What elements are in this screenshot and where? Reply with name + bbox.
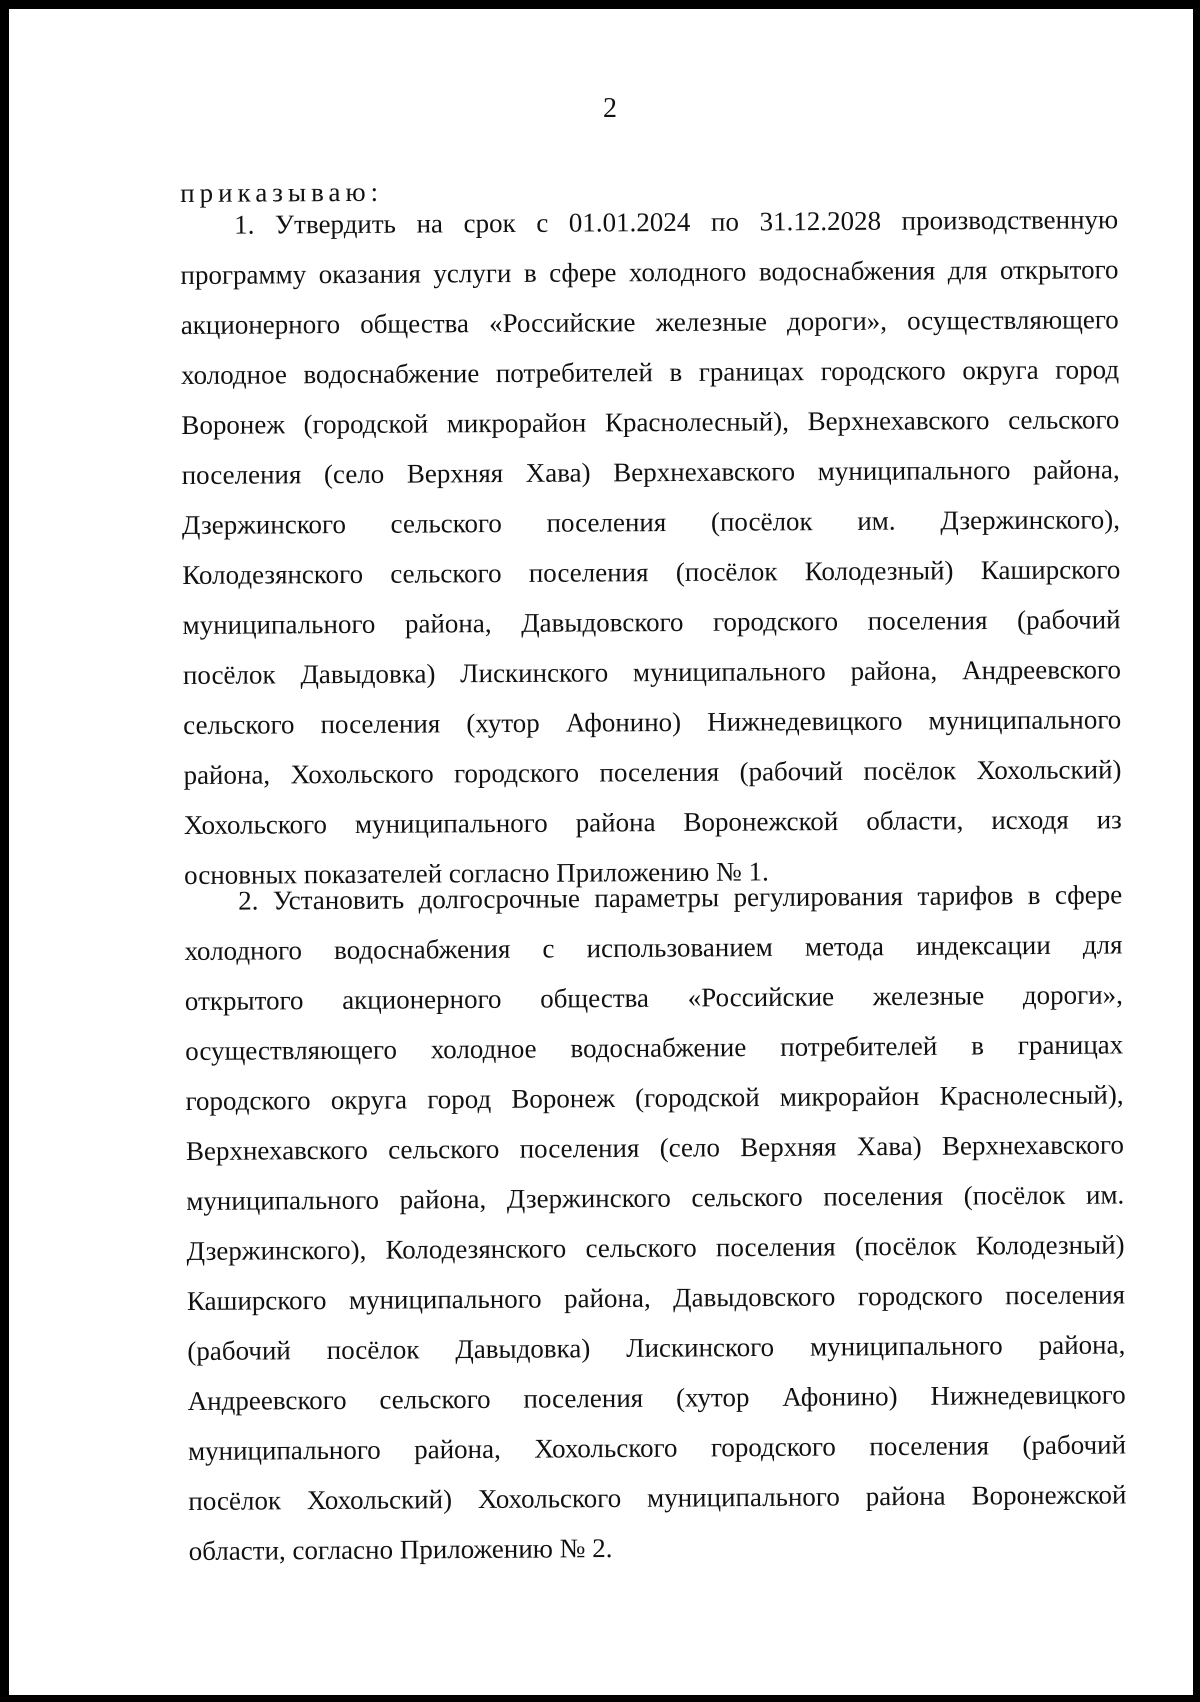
paragraph-1-line: посёлок Давыдовка) Лискинского муниципального района, Андреевского (182, 654, 1121, 690)
paragraph-1-line: сельского поселения (хутор Афонино) Нижнедевицкого муниципального (183, 704, 1122, 740)
paragraph-2-line: (рабочий посёлок Давыдовка) Лискинского муниципального района, (187, 1329, 1126, 1366)
paragraph-2-line: осуществляющего холодное водоснабжение потребителей в границах (185, 1029, 1124, 1066)
paragraph-2-line: холодного водоснабжения с использованием метода индексации для (184, 929, 1123, 966)
paragraph-2-line: посёлок Хохольский) Хохольского муниципального района Воронежской (188, 1479, 1127, 1516)
paragraph-1-line: Дзержинского сельского поселения (посёлок им. Дзержинского), (181, 504, 1121, 540)
paragraph-2-line: открытого акционерного общества «Российские железные дороги», (184, 979, 1123, 1016)
paragraph-1-line: основных показателей согласно Приложению № 1. (184, 856, 769, 890)
paragraph-2-line: Дзержинского), Колодезянского сельского поселения (посёлок Колодезный) (186, 1229, 1125, 1266)
intro-text: приказываю: (180, 176, 384, 208)
paragraph-1-line: 1. Утвердить на срок с 01.01.2024 по 31.12.2028 производственную (234, 204, 1119, 240)
paragraph-1-line: района, Хохольского городского поселения (рабочий посёлок Хохольский) (183, 754, 1122, 790)
paragraph-2-line: городского округа город Воронеж (городской микрорайон Краснолесный), (185, 1079, 1124, 1116)
paragraph-2-line: области, согласно Приложению № 2. (188, 1533, 613, 1566)
paragraph-1-line: Хохольского муниципального района Воронежской области, исходя из (183, 804, 1122, 840)
paragraph-1-line: Колодезянского сельского поселения (посёлок Колодезный) Каширского (182, 554, 1121, 590)
paragraph-2-line: муниципального района, Хохольского городского поселения (рабочий (187, 1429, 1127, 1466)
paragraph-1-line: холодное водоснабжение потребителей в границах городского округа город (180, 354, 1120, 390)
paragraph-1-line: Воронеж (городской микрорайон Краснолесный), Верхнехавского сельского (181, 404, 1120, 440)
paragraph-2 (184, 869, 1127, 1576)
paragraph-2-line: Верхнехавского сельского поселения (село Верхняя Хава) Верхнехавского (185, 1129, 1125, 1166)
paragraph-1-line: муниципального района, Давыдовского городского поселения (рабочий (182, 604, 1121, 640)
paragraph-1 (180, 194, 1122, 900)
paragraph-1-line: поселения (село Верхняя Хава) Верхнехавского муниципального района, (181, 454, 1120, 490)
paragraph-2-line: Каширского муниципального района, Давыдовского городского поселения (186, 1279, 1126, 1316)
page-number: 2 (603, 93, 617, 124)
paragraph-2-line: Андреевского сельского поселения (хутор Афонино) Нижнедевицкого (187, 1379, 1126, 1416)
paragraph-1-line: программу оказания услуги в сфере холодного водоснабжения для открытого (180, 254, 1119, 290)
paragraph-2-line: муниципального района, Дзержинского сельского поселения (посёлок им. (186, 1179, 1125, 1216)
paragraph-1-line: акционерного общества «Российские железные дороги», осуществляющего (180, 304, 1119, 340)
paragraph-2-line: 2. Установить долгосрочные параметры регулирования тарифов в сфере (238, 879, 1123, 916)
